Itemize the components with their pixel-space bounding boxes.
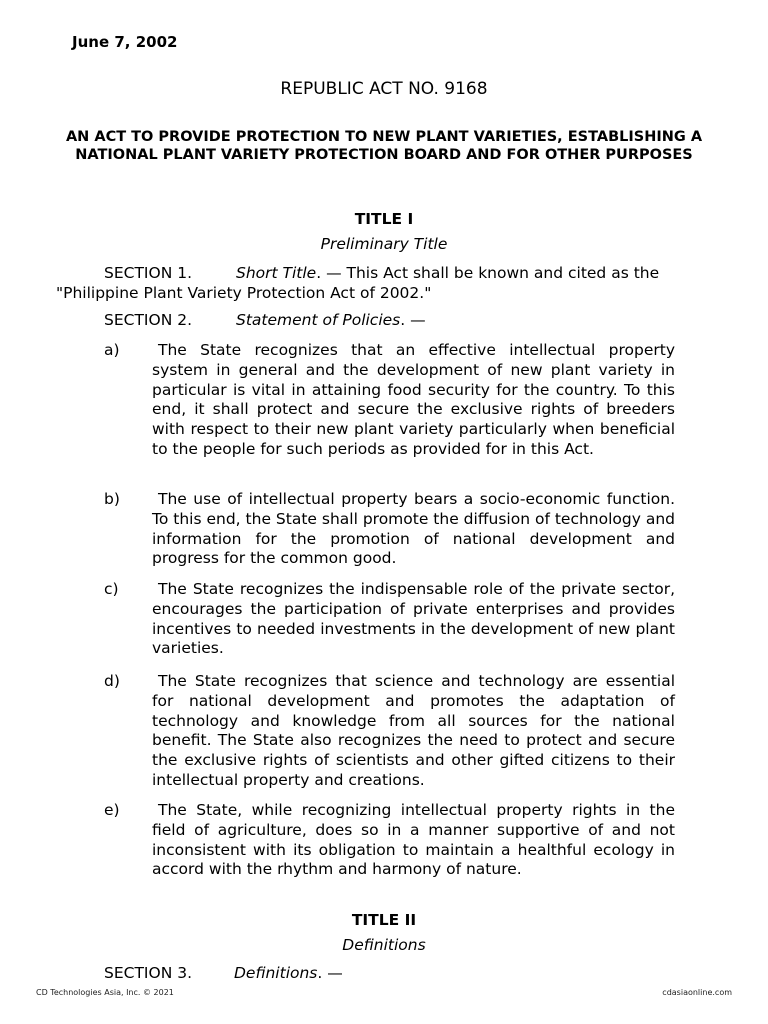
item-marker: b) xyxy=(104,490,120,508)
item-marker: a) xyxy=(104,341,120,359)
policy-item-e xyxy=(104,801,675,880)
item-text: The State recognizes that science and technology are essential for national development and promotes the adaptation of technology and knowledge from all sources for the national benefit. The State also recognizes the need to protect and secure the exclusive rights of scientists and other gifted citizens to their intellectual property and creations. xyxy=(152,672,675,789)
title-2-heading: TITLE II xyxy=(351,911,417,929)
item-text: The State recognizes the indispensable role of the private sector, encourages the participation of private enterprises and provides incentives to needed investments in the development of new plant varieties. xyxy=(152,580,675,658)
section-3-suffix: . — xyxy=(317,964,343,982)
item-text: The State recognizes that an effective intellectual property system in general and the development of new plant variety in particular is vital in attaining food security for the country. To this end, it shall protect and secure the exclusive rights of breeders with respect to their new plant variety particularly when beneficial to the people for such periods as provided for in this Act. xyxy=(152,341,675,458)
section-1-text: . — This Act shall be known and cited as the "Philippine Plant Variety Protection Act of 2002." xyxy=(56,264,660,302)
document-date: June 7, 2002 xyxy=(72,33,178,51)
policy-item-a xyxy=(104,341,675,460)
section-1 xyxy=(56,263,711,303)
section-3-label: SECTION 3. xyxy=(104,964,193,982)
item-marker: d) xyxy=(104,672,120,690)
policy-item-b xyxy=(104,490,675,569)
section-2-label: SECTION 2. xyxy=(104,311,193,329)
section-1-label: SECTION 1. xyxy=(104,264,193,282)
section-3-heading: Definitions xyxy=(234,964,318,982)
title-2-subheading: Definitions xyxy=(342,936,426,954)
footer-copyright: CD Technologies Asia, Inc. © 2021 xyxy=(36,988,174,997)
footer-website: cdasiaonline.com xyxy=(662,988,732,997)
title-1-heading: TITLE I xyxy=(354,210,414,228)
section-1-heading: Short Title xyxy=(236,264,317,282)
section-2-suffix: . — xyxy=(400,311,426,329)
item-marker: c) xyxy=(104,580,119,598)
section-2-heading: Statement of Policies xyxy=(236,311,401,329)
item-marker: e) xyxy=(104,801,120,819)
section-3 xyxy=(56,963,711,983)
title-1-subheading: Preliminary Title xyxy=(320,235,448,253)
policy-item-d xyxy=(104,672,675,791)
policy-item-c xyxy=(104,580,675,659)
item-text: The use of intellectual property bears a socio-economic function. To this end, the State shall promote the diffusion of technology and information for the promotion of national development and progress for the common good. xyxy=(152,490,675,568)
section-2 xyxy=(56,310,711,330)
act-number: REPUBLIC ACT NO. 9168 xyxy=(280,79,488,99)
item-text: The State, while recognizing intellectual property rights in the field of agriculture, does so in a manner supportive of and not inconsistent with its obligation to maintain a healthful ecology in accord with the rhythm and harmony of nature. xyxy=(152,801,675,879)
act-title: AN ACT TO PROVIDE PROTECTION TO NEW PLANT VARIETIES, ESTABLISHING A NATIONAL PLANT VARIETY PROTECTION BOARD AND FOR OTHER PURPOSES xyxy=(65,129,703,163)
